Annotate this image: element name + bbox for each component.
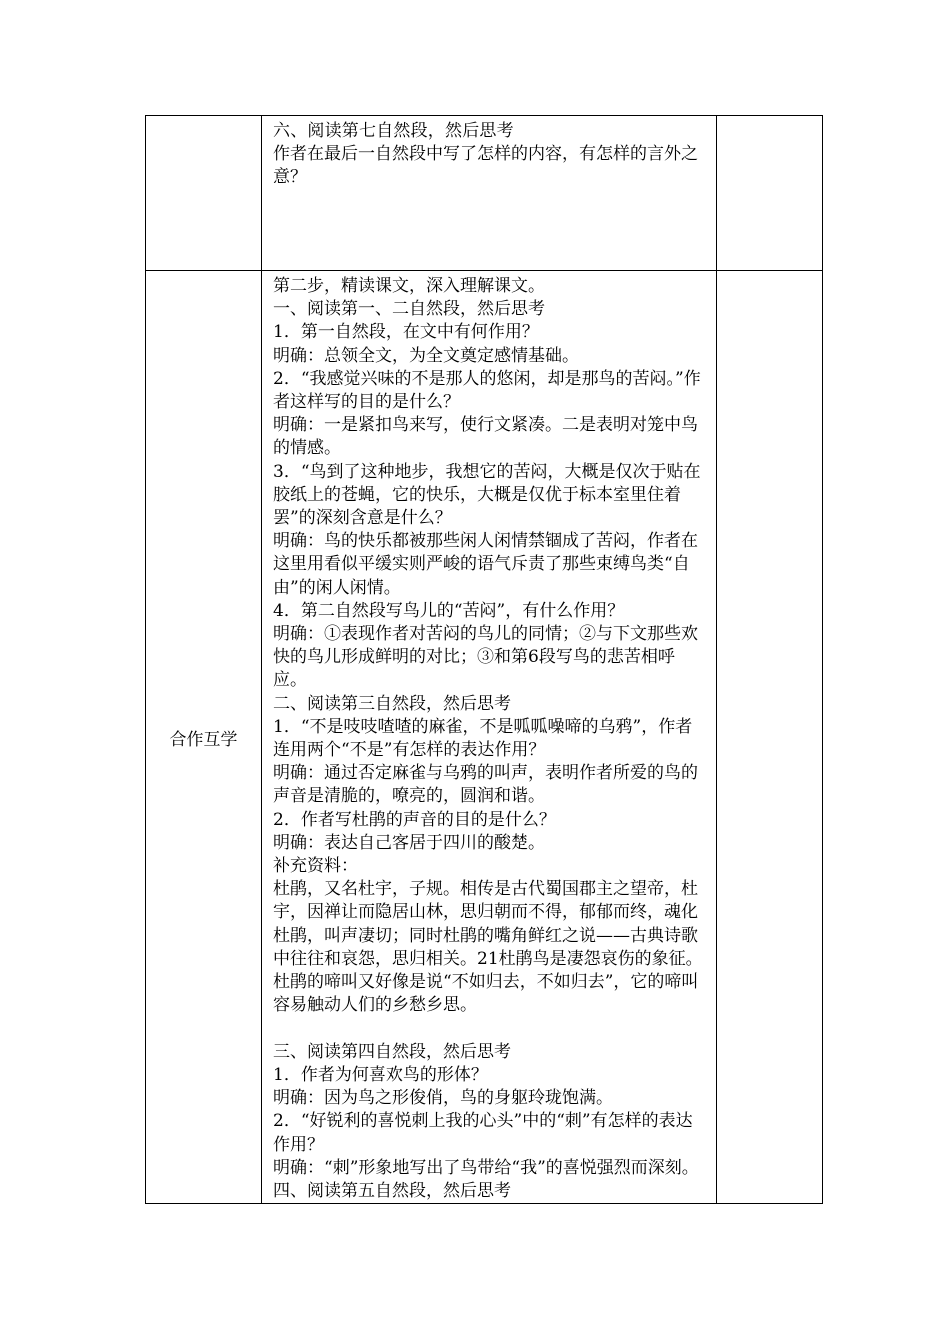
content-text [262,116,716,190]
paragraph: 明确：总领全文，为全文奠定感情基础。 [273,345,579,366]
content-cell [262,116,717,271]
paragraph: 3．“鸟到了这种地步，我想它的苦闷，大概是仅次于贴在胶纸上的苍蝇，它的快乐，大概是仅优于标本室里住着罢”的深刻含意是什么？ [273,461,701,529]
blank-line [273,1018,708,1041]
paragraph: 明确：鸟的快乐都被那些闲人闲情禁锢成了苦闷，作者在这里用看似平缓实则严峻的语气斥责了那些束缚鸟类“自由”的闲人闲情。 [273,531,698,598]
section-heading: 四、阅读第五自然段，然后思考 [273,1180,511,1201]
notes-cell [717,271,823,1204]
paragraph: 2．“好锐利的喜悦刺上我的心头”中的“刺”有怎样的表达作用？ [273,1111,693,1155]
paragraph: 明确：通过否定麻雀与乌鸦的叫声，表明作者所爱的鸟的声音是清脆的，嘹亮的，圆润和谐。 [273,763,698,807]
paragraph: 明确：表达自己客居于四川的酸楚。 [273,832,545,853]
paragraph: 2．作者写杜鹃的声音的目的是什么？ [273,809,556,830]
paragraph: 明确：①表现作者对苦闷的鸟儿的同情；②与下文那些欢快的鸟儿形成鲜明的对比；③和第6段写鸟的悲苦相呼应。 [273,624,698,691]
paragraph: 1．第一自然段，在文中有何作用？ [273,322,539,343]
paragraph: 作者在最后一自然段中写了怎样的内容，有怎样的言外之意？ [273,144,698,188]
table-row [146,271,823,1204]
section-heading: 一、阅读第一、二自然段，然后思考 [273,299,545,320]
paragraph: 4．第二自然段写鸟儿的“苦闷”，有什么作用？ [273,600,625,621]
paragraph: 第二步，精读课文，深入理解课文。 [273,276,545,296]
paragraph: 1．作者为何喜欢鸟的形体？ [273,1064,488,1085]
paragraph: 明确：“刺”形象地写出了鸟带给“我”的喜悦强烈而深刻。 [273,1157,699,1178]
stage-label-cell [146,116,262,271]
content-cell [262,271,717,1204]
stage-label-cell: 合作互学 [146,271,262,1204]
content-text [262,271,716,1203]
paragraph: 1．“不是吱吱喳喳的麻雀，不是呱呱噪啼的乌鸦”，作者连用两个“不是”有怎样的表达作用？ [273,716,693,761]
paragraph: 杜鹃，又名杜宇，子规。相传是古代蜀国郡主之望帝，杜宇，因禅让而隐居山林，思归朝而不得，郁郁而终，魂化杜鹃，叫声凄切；同时杜鹃的嘴角鲜红之说——古典诗歌中往往和哀怨，思归相关。21杜鹃鸟是凄怨哀伤的象征。杜鹃的啼叫又好像是说“不如归去，不如归去”，它的啼叫容易触动人们的乡愁乡思。 [273,879,703,1016]
section-heading: 六、阅读第七自然段，然后思考 [273,121,514,141]
section-heading: 二、阅读第三自然段，然后思考 [273,693,511,714]
paragraph: 明确：一是紧扣鸟来写，使行文紧凑。二是表明对笼中鸟的情感。 [273,415,698,459]
paragraph: 2．“我感觉兴味的不是那人的悠闲，却是那鸟的苦闷。”作者这样写的目的是什么？ [273,368,701,413]
paragraph: 明确：因为鸟之形俊俏，鸟的身躯玲珑饱满。 [273,1088,613,1109]
table-row [146,116,823,271]
section-heading: 三、阅读第四自然段，然后思考 [273,1041,511,1062]
paragraph: 补充资料： [273,856,358,877]
lesson-plan-table [145,115,823,1204]
notes-cell [717,116,823,271]
